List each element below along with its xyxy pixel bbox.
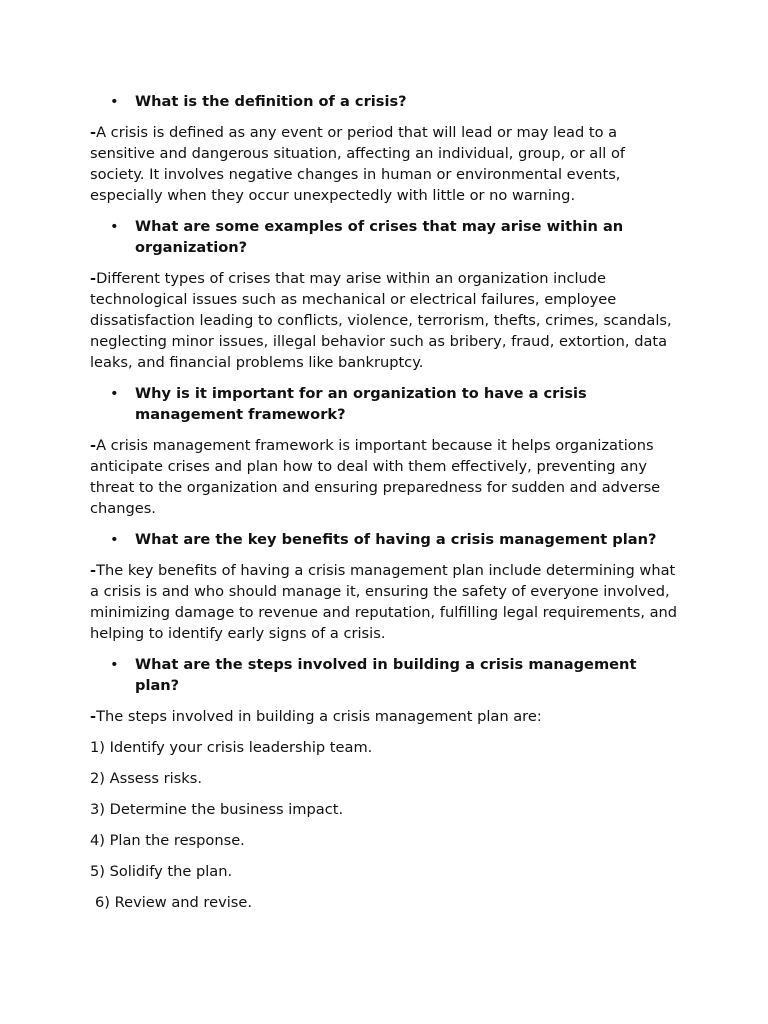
document-body [90, 91, 680, 923]
question-1 [90, 91, 680, 112]
answer-text: A crisis is defined as any event or period that will lead or may lead to a sensitive and dangerous situation, affecting an individual, group, or all of society. It involves negative changes in human or environmental events, especially when they occur unexpectedly with little or no warning. [90, 124, 626, 204]
answer-5 [90, 706, 680, 727]
answer-1 [90, 122, 680, 206]
question-2 [90, 216, 680, 258]
answer-4 [90, 560, 680, 644]
dash-marker: - [90, 270, 97, 287]
step-item: 2) Assess risks. [90, 770, 202, 787]
answer-text: The steps involved in building a crisis management plan are: [96, 708, 542, 725]
step-item: 6) Review and revise. [95, 894, 252, 911]
question-3 [90, 383, 680, 425]
step-item: 4) Plan the response. [90, 832, 245, 849]
answer-text: A crisis management framework is important because it helps organizations anticipate crises and plan how to deal with them effectively, preventing any threat to the organization and ensuring preparedness for sudden and adverse changes. [90, 437, 661, 517]
answer-2 [90, 268, 680, 373]
answer-text: Different types of crises that may arise within an organization include technological issues such as mechanical or electrical failures, employee dissatisfaction leading to conflicts, violence, terrorism, thefts, crimes, scandals, neglecting minor issues, illegal behavior such as bribery, fraud, extortion, data leaks, and financial problems like bankruptcy. [90, 270, 672, 371]
answer-text: The key benefits of having a crisis management plan include determining what a crisis is and who should manage it, ensuring the safety of everyone involved, minimizing damage to revenue and reputation, fulfilling legal requirements, and helping to identify early signs of a crisis. [90, 562, 678, 642]
step-item: 5) Solidify the plan. [90, 863, 233, 880]
dash-marker: - [90, 708, 97, 725]
question-text: Why is it important for an organization to have a crisis management framework? [135, 385, 587, 423]
bullet-icon: • [110, 385, 119, 402]
bullet-icon: • [110, 218, 119, 235]
question-text: What are the steps involved in building a crisis management plan? [135, 656, 637, 694]
step-item: 3) Determine the business impact. [90, 801, 344, 818]
dash-marker: - [90, 437, 97, 454]
dash-marker: - [90, 562, 97, 579]
question-4 [90, 529, 680, 550]
dash-marker: - [90, 124, 97, 141]
bullet-icon: • [110, 656, 119, 673]
bullet-icon: • [110, 93, 119, 110]
question-text: What is the definition of a crisis? [135, 93, 407, 110]
question-text: What are the key benefits of having a crisis management plan? [135, 531, 657, 548]
question-text: What are some examples of crises that may arise within an organization? [135, 218, 624, 256]
step-item: 1) Identify your crisis leadership team. [90, 739, 373, 756]
question-5 [90, 654, 680, 696]
answer-3 [90, 435, 680, 519]
bullet-icon: • [110, 531, 119, 548]
